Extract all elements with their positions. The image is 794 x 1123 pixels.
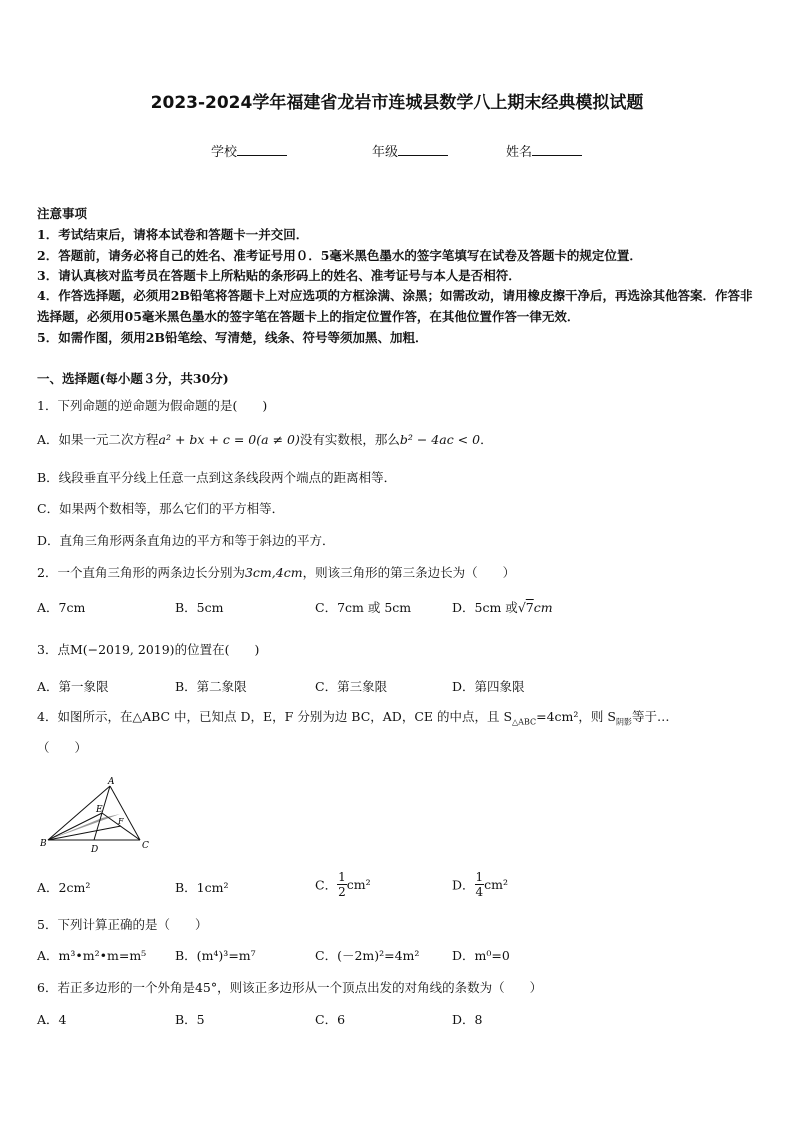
q2-option-b: B．5cm: [175, 600, 224, 615]
q5-stem: 5．下列计算正确的是（ ）: [37, 917, 208, 932]
label-b: B: [40, 839, 47, 849]
label-f: F: [118, 817, 124, 826]
label-a: A: [108, 777, 115, 787]
q4-option-b: B．1cm²: [175, 880, 229, 895]
q2-option-c: C．7cm 或 5cm: [315, 600, 412, 615]
q4-option-c: C． $\frac{1}{2}$ cm²: [315, 870, 371, 899]
q3-point: M(−2019, 2019): [69, 642, 175, 657]
notes-heading: 注意事项: [37, 206, 88, 221]
label-d: D: [91, 845, 99, 855]
q5-option-a: A．m³•m²•m=m⁵: [37, 948, 147, 963]
q1-option-a: A．如果一元二次方程a² + bx + c = 0(a ≠ 0)没有实数根，那么b² − 4ac < 0．: [37, 432, 493, 447]
q6-option-a: A．4: [37, 1012, 67, 1027]
name-label: 姓名: [506, 145, 533, 160]
note-item: 4．作答选择题，必须用2B铅笔将答题卡上对应选项的方框涂满、涂黑；如需改动，请用橡皮擦干净后，再选涂其他答案．作答非选择题，必须用05毫米黑色墨水的签字笔在答题卡上的指定位置作答，在其他位置作答一律无效．: [37, 288, 753, 324]
exam-title: 2023-2024学年福建省龙岩市连城县数学八上期末经典模拟试题: [150, 93, 644, 113]
grade-label: 年级: [372, 145, 399, 160]
grade-blank[interactable]: [398, 143, 448, 156]
q1-stem: 1．下列命题的逆命题为假命题的是( ): [37, 398, 268, 413]
q6-option-d: D．8: [452, 1012, 483, 1027]
q2-stem: 2．一个直角三角形的两条边长分别为3cm,4cm，则该三角形的第三条边长为（ ）: [37, 565, 516, 580]
q2-option-a: A．7cm: [37, 600, 86, 615]
sqrt-symbol: √: [517, 600, 526, 615]
note-item: 2．答题前，请务必将自己的姓名、准考证号用０．5毫米黑色墨水的签字笔填写在试卷及答题卡的规定位置．: [37, 248, 642, 263]
q1-equation: a² + bx + c = 0(a ≠ 0): [158, 432, 300, 447]
section-heading: 一、选择题(每小题３分，共30分): [37, 371, 229, 386]
q3-option-b: B．第二象限: [175, 679, 247, 694]
triangle-figure: [40, 776, 160, 856]
q1-option-b: B．线段垂直平分线上任意一点到这条线段两个端点的距离相等．: [37, 470, 397, 485]
q3-option-a: A．第一象限: [37, 679, 109, 694]
q6-option-c: C．6: [315, 1012, 346, 1027]
q3-option-d: D．第四象限: [452, 679, 525, 694]
q4-stem: 4．如图所示，在△ABC 中，已知点 D，E，F 分别为边 BC，AD，CE 的中点，且 $S_{\triangle ABC}=4cm^2$，则 $S_{阴影}$等于…: [37, 709, 670, 727]
label-c: C: [142, 841, 149, 851]
note-item: 1．考试结束后，请将本试卷和答题卡一并交回．: [37, 227, 309, 242]
q3-stem: 3．点M(−2019, 2019)的位置在( ): [37, 642, 260, 657]
note-item: 5．如需作图，须用2B铅笔绘、写清楚，线条、符号等须加黑、加粗．: [37, 330, 428, 345]
q1-condition: b² − 4ac < 0: [399, 432, 481, 447]
q6-option-b: B．5: [175, 1012, 205, 1027]
q5-option-b: B．(m⁴)³=m⁷: [175, 948, 256, 963]
name-field: [506, 141, 582, 160]
q2-option-d: D．5cm 或√7cm: [452, 600, 553, 615]
fraction: $\frac{1}{4}$: [475, 870, 484, 899]
name-blank[interactable]: [532, 143, 582, 156]
grade-field: [372, 141, 448, 160]
q4-answer-paren: （ ）: [37, 740, 88, 755]
q1-option-c: C．如果两个数相等，那么它们的平方相等．: [37, 501, 285, 516]
q1-option-d: D．直角三角形两条直角边的平方和等于斜边的平方．: [37, 533, 335, 548]
q3-option-c: C．第三象限: [315, 679, 388, 694]
school-label: 学校: [211, 145, 238, 160]
fraction: $\frac{1}{2}$: [338, 870, 346, 899]
q6-stem: 6．若正多边形的一个外角是45°，则该正多边形从一个顶点出发的对角线的条数为（ ）: [37, 980, 543, 995]
note-item: 3．请认真核对监考员在答题卡上所粘贴的条形码上的姓名、准考证号与本人是否相符．: [37, 268, 521, 283]
q4-option-a: A．2cm²: [37, 880, 91, 895]
school-blank[interactable]: [237, 143, 287, 156]
label-e: E: [96, 805, 103, 815]
school-field: [211, 141, 287, 160]
q4-option-d: D． $\frac{1}{4}$ cm²: [452, 870, 509, 899]
q5-option-d: D．m⁰=0: [452, 948, 510, 963]
q5-option-c: C．(－2m)²=4m²: [315, 948, 420, 963]
